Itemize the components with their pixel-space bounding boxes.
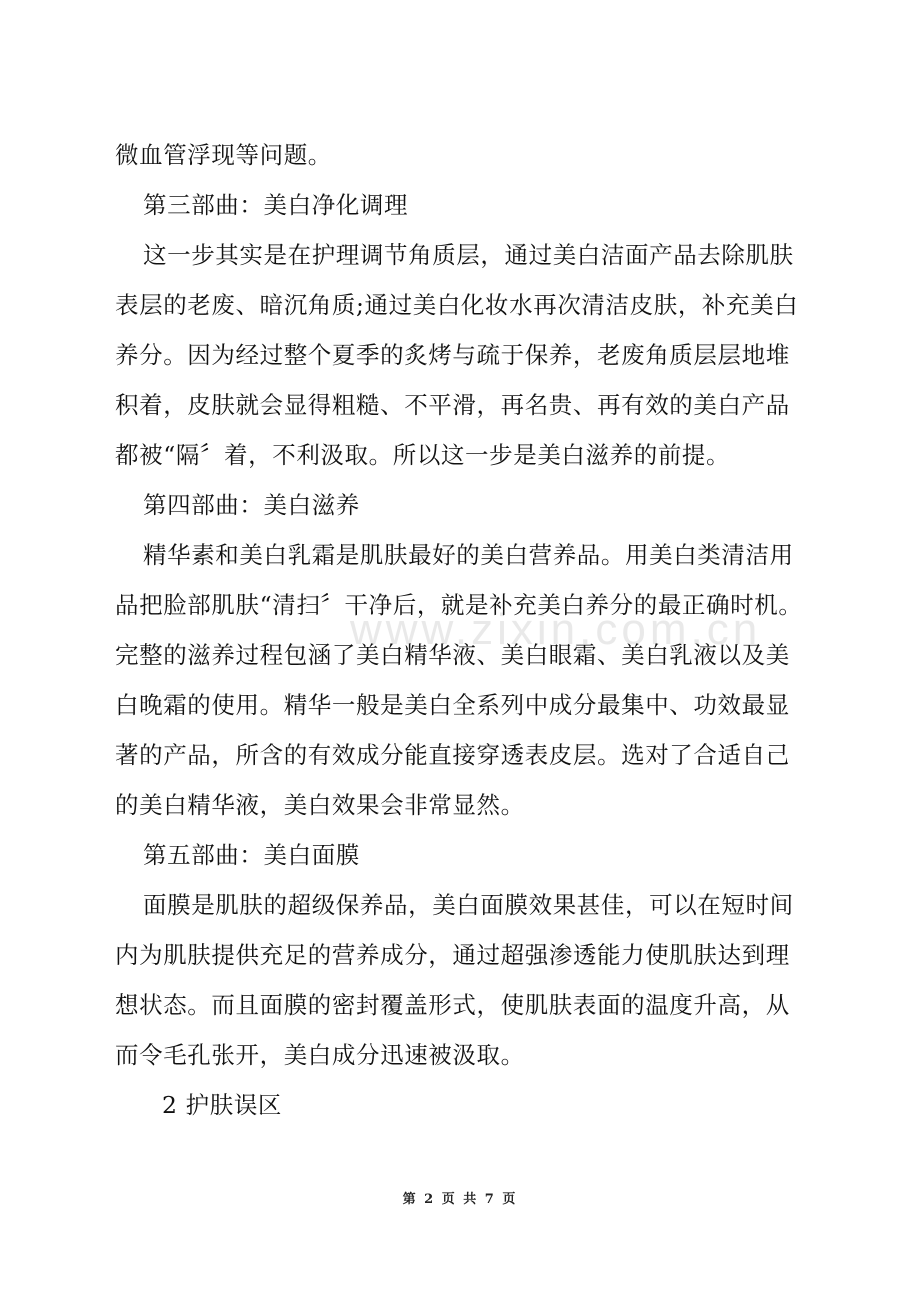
paragraph-line: 完整的滋养过程包涵了美白精华液、美白眼霜、美白乳液以及美 xyxy=(115,641,790,669)
paragraph-line: 养分。因为经过整个夏季的炙烤与疏于保养，老废角质层层地堆 xyxy=(115,341,790,369)
paragraph-line: 精华素和美白乳霜是肌肤最好的美白营养品。用美白类清洁用 xyxy=(143,541,794,569)
paragraph-line: 都被“隔〞着，不利汲取。所以这一步是美白滋养的前提。 xyxy=(115,441,731,469)
paragraph-line: 想状态。而且面膜的密封覆盖形式，使肌肤表面的温度升高，从 xyxy=(115,991,790,1019)
paragraph-line: 品把脸部肌肤“清扫〞干净后，就是补充美白养分的最正确时机。 xyxy=(115,591,803,619)
paragraph-line: 积着，皮肤就会显得粗糙、不平滑，再名贵、再有效的美白产品 xyxy=(115,391,790,419)
section-heading: 第四部曲：美白滋养 xyxy=(143,491,360,519)
paragraph-line: 白晚霜的使用。精华一般是美白全系列中成分最集中、功效最显 xyxy=(115,691,790,719)
section-heading: 第三部曲：美白净化调理 xyxy=(143,191,409,219)
watermark: www.zixin.com.cn xyxy=(350,605,762,654)
paragraph-line: 表层的老废、暗沉角质;通过美白化妆水再次清洁皮肤，补充美白 xyxy=(115,291,799,319)
paragraph-line: 这一步其实是在护理调节角质层，通过美白洁面产品去除肌肤 xyxy=(143,241,794,269)
section-heading: 2 护肤误区 xyxy=(162,1091,283,1119)
paragraph-line: 面膜是肌肤的超级保养品，美白面膜效果甚佳，可以在短时间 xyxy=(143,891,794,919)
section-heading: 第五部曲：美白面膜 xyxy=(143,841,360,869)
page-footer: 第 2 页 共 7 页 xyxy=(402,1192,518,1207)
paragraph-line: 而令毛孔张开，美白成分迅速被汲取。 xyxy=(115,1041,525,1069)
paragraph-line: 内为肌肤提供充足的营养成分，通过超强渗透能力使肌肤达到理 xyxy=(115,941,790,969)
paragraph-line: 微血管浮现等问题。 xyxy=(115,141,332,169)
paragraph-line: 的美白精华液，美白效果会非常显然。 xyxy=(115,791,525,819)
paragraph-line: 著的产品，所含的有效成分能直接穿透表皮层。选对了合适自己 xyxy=(115,741,790,769)
